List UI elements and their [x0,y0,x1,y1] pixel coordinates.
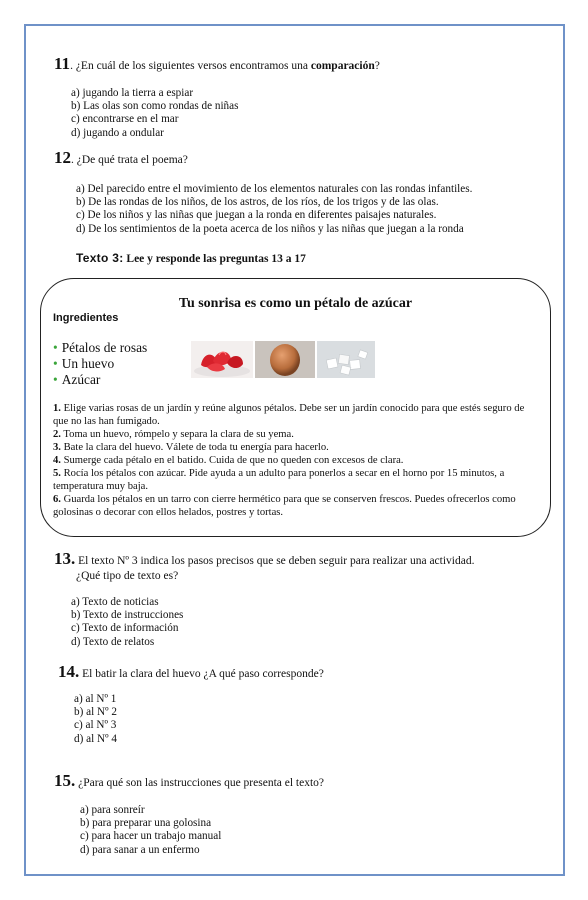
step-5: 5. Rocía los pétalos con azúcar. Pide ayuda a un adulto para ponerlos a secar en el horno por 15 minutos, a temperatura muy baja. [53,468,505,492]
bullet-icon: • [53,356,58,371]
question-text: . ¿De qué trata el poema? [71,154,188,166]
option-a[interactable]: a) jugando la tierra a espiar [71,87,194,99]
texto-3-heading [76,251,306,265]
ingredient-item: • Pétalos de rosas [53,340,148,355]
option-b[interactable]: b) De las rondas de los niños, de los astros, de los ríos, de los trigos y de las olas. [76,196,439,209]
question-13-options [71,596,183,649]
option-a[interactable]: a) Texto de noticias [71,596,159,608]
option-c[interactable]: c) para hacer un trabajo manual [80,830,222,843]
sugar-image [317,341,375,378]
option-c[interactable]: c) al Nº 3 [74,719,117,732]
option-b[interactable]: b) Texto de instrucciones [71,609,184,622]
question-14-options [74,693,117,746]
question-13 [54,549,475,568]
question-text: El batir la clara del huevo ¿A qué paso corresponde? [79,668,324,680]
texto-3-label: Texto 3: [76,251,124,265]
bullet-icon: • [53,340,58,355]
option-b[interactable]: b) al Nº 2 [74,706,117,719]
question-number: 12 [54,148,71,167]
option-d[interactable]: d) jugando a ondular [71,126,164,139]
step-6: 6. Guarda los pétalos en un tarro con cierre hermético para que se conserven frescos. Puedes ofrecerlos como golosinas o decorar con ellos helados, postres y tortas. [53,494,516,518]
question-text: ¿Para qué son las instrucciones que presenta el texto? [75,777,325,789]
question-13-line-2: ¿Qué tipo de texto es? [76,570,179,582]
option-a[interactable]: a) para sonreír [80,804,145,816]
recipe-panel [40,278,551,537]
option-b[interactable]: b) para preparar una golosina [80,817,212,830]
option-d[interactable]: d) al Nº 4 [74,732,117,745]
question-text: . ¿En cuál de los siguientes versos encontramos una [70,60,311,72]
egg-image [255,341,315,378]
question-number: 13. [54,549,76,568]
option-c[interactable]: c) De los niños y las niñas que juegan a la ronda en diferentes paisajes naturales. [76,209,437,222]
ingredients-list [53,340,147,388]
option-c[interactable]: c) encontrarse en el mar [71,113,179,126]
question-number: 15. [54,771,76,790]
step-1: 1. Elige varias rosas de un jardín y reúne algunos pétalos. Debe ser un jardín conocido para que estés seguro de que no las han fumigado. [53,403,525,427]
question-14 [58,662,324,681]
step-3: 3. Bate la clara del huevo. Válete de toda tu energía para hacerlo. [53,442,329,453]
option-d[interactable]: d) Texto de relatos [71,635,155,648]
question-number: 14. [58,662,80,681]
question-number: 11 [54,54,71,73]
question-text: El texto Nº 3 indica los pasos precisos que se deben seguir para realizar una actividad. [75,555,475,567]
option-a[interactable]: a) Del parecido entre el movimiento de los elementos naturales con las rondas infantiles. [76,183,473,195]
option-d[interactable]: d) De los sentimientos de la poeta acerca de los niños y las niñas que juegan a la ronda [76,222,464,235]
question-text-bold: comparación [310,60,375,72]
recipe-title: Tu sonrisa es como un pétalo de azúcar [178,296,413,311]
question-12-options [76,183,472,236]
question-11-options [71,87,238,140]
question-text-end: ? [374,60,380,72]
ingredients-heading: Ingredientes [53,312,119,324]
rose-petals-image [191,341,253,378]
option-c[interactable]: c) Texto de información [71,622,179,635]
option-a[interactable]: a) al Nº 1 [74,693,117,705]
step-2: 2. Toma un huevo, rómpelo y separa la clara de su yema. [53,429,294,440]
option-d[interactable]: d) para sanar a un enfermo [80,843,200,856]
recipe-steps [53,402,541,519]
ingredient-item: • Azúcar [53,372,101,387]
step-4: 4. Sumerge cada pétalo en el batido. Cuida de que no queden con excesos de clara. [53,455,404,466]
question-15 [54,771,325,790]
bullet-icon: • [53,372,58,387]
question-15-options [80,804,221,857]
question-11 [54,54,380,73]
texto-3-instruction: Lee y responde las preguntas 13 a 17 [123,253,306,265]
question-12 [54,148,188,167]
ingredient-item: • Un huevo [53,356,115,371]
option-b[interactable]: b) Las olas son como rondas de niñas [71,100,239,113]
